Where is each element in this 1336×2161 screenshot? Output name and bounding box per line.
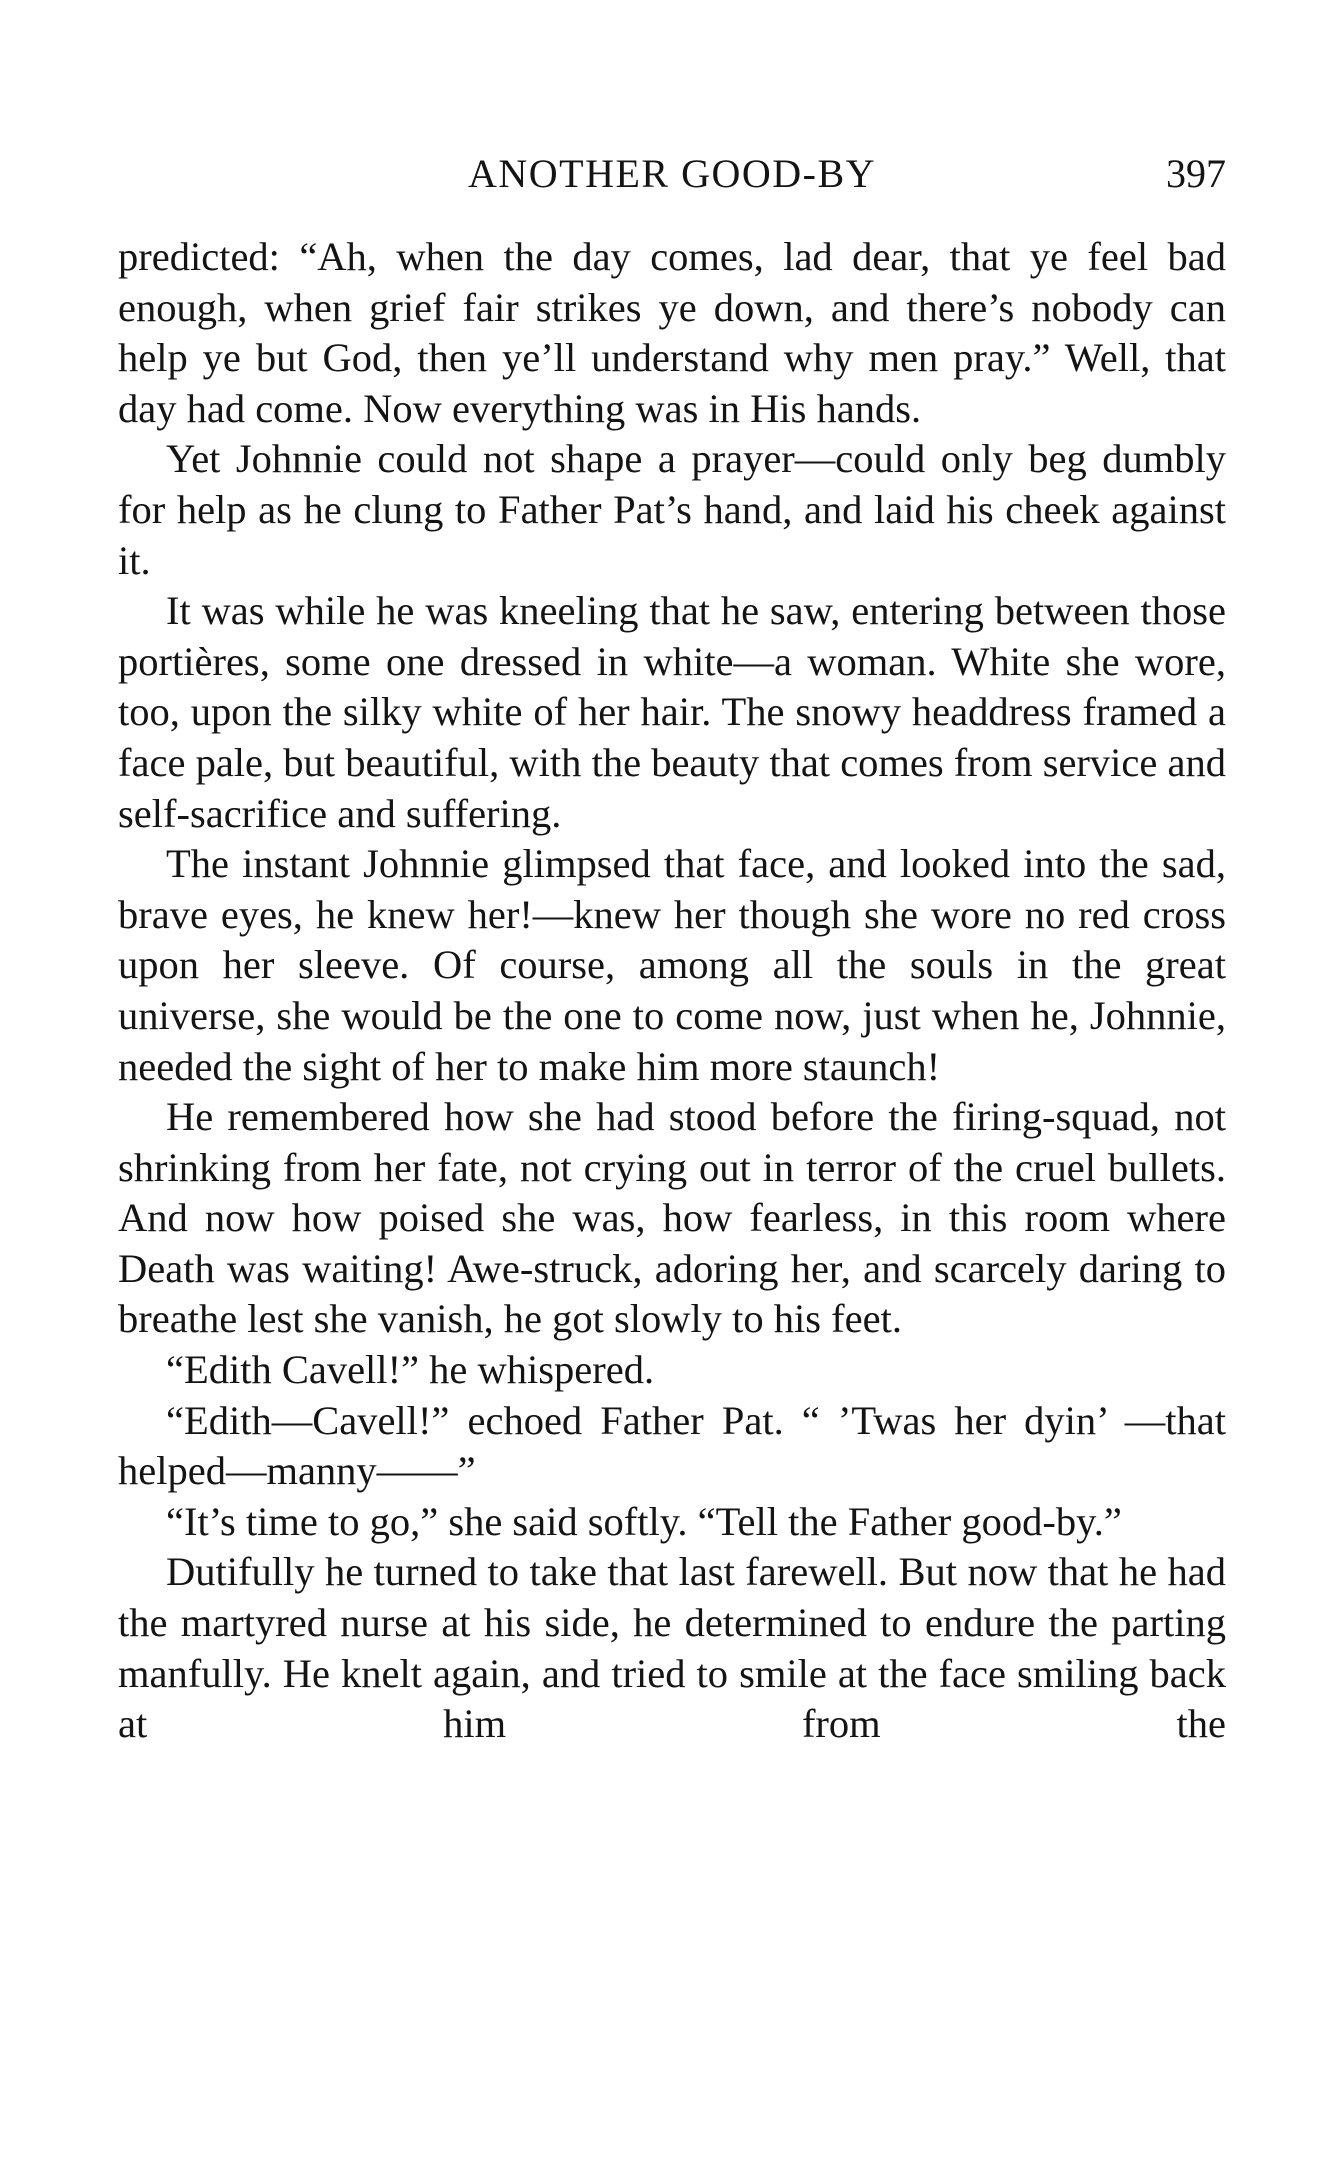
- paragraph: predicted: “Ah, when the day comes, lad dear, that ye feel bad enough, when grief fair strikes ye down, and there’s nobody can help ye but God, then ye’ll understand why men pray.” Well, that day had come. Now everything was in His hands.: [118, 234, 1226, 431]
- running-title: ANOTHER GOOD-BY: [467, 151, 877, 196]
- body-text: [118, 232, 1226, 1750]
- page-header: [118, 150, 1226, 202]
- paragraph: It was while he was kneeling that he saw, entering between those portières, some one dressed in white—a woman. White she wore, too, upon the silky white of her hair. The snowy headdress framed a face pale, but beautiful, with the beauty that comes from service and self-sacrifice and suffering.: [118, 588, 1226, 836]
- paragraph: “Edith—Cavell!” echoed Father Pat. “ ’Twas her dyin’ —that helped—manny——”: [118, 1397, 1226, 1494]
- page-number: 397: [1166, 151, 1226, 196]
- paragraph: Dutifully he turned to take that last farewell. But now that he had the martyred nurse at his side, he determined to endure the parting manfully. He knelt again, and tried to smile at the face smiling back at him from the: [118, 1549, 1226, 1747]
- paragraph: “Edith Cavell!” he whispered.: [166, 1347, 655, 1393]
- paragraph: The instant Johnnie glimpsed that face, and looked into the sad, brave eyes, he knew her!—knew her though she wore no red cross upon her sleeve. Of course, among all the souls in the great universe, she would be the one to come now, just when he, Johnnie, needed the sight of her to make him more staunch!: [118, 841, 1226, 1089]
- paragraph: “It’s time to go,” she said softly. “Tell the Father good-by.”: [166, 1498, 1122, 1544]
- paragraph: Yet Johnnie could not shape a prayer—could only beg dumbly for help as he clung to Father Pat’s hand, and laid his cheek against it.: [118, 436, 1226, 583]
- paragraph: He remembered how she had stood before the firing-squad, not shrinking from her fate, not crying out in terror of the cruel bullets. And now how poised she was, how fearless, in this room where Death was waiting! Awe-struck, adoring her, and scarcely daring to breathe lest she vanish, he got slowly to his feet.: [118, 1094, 1226, 1342]
